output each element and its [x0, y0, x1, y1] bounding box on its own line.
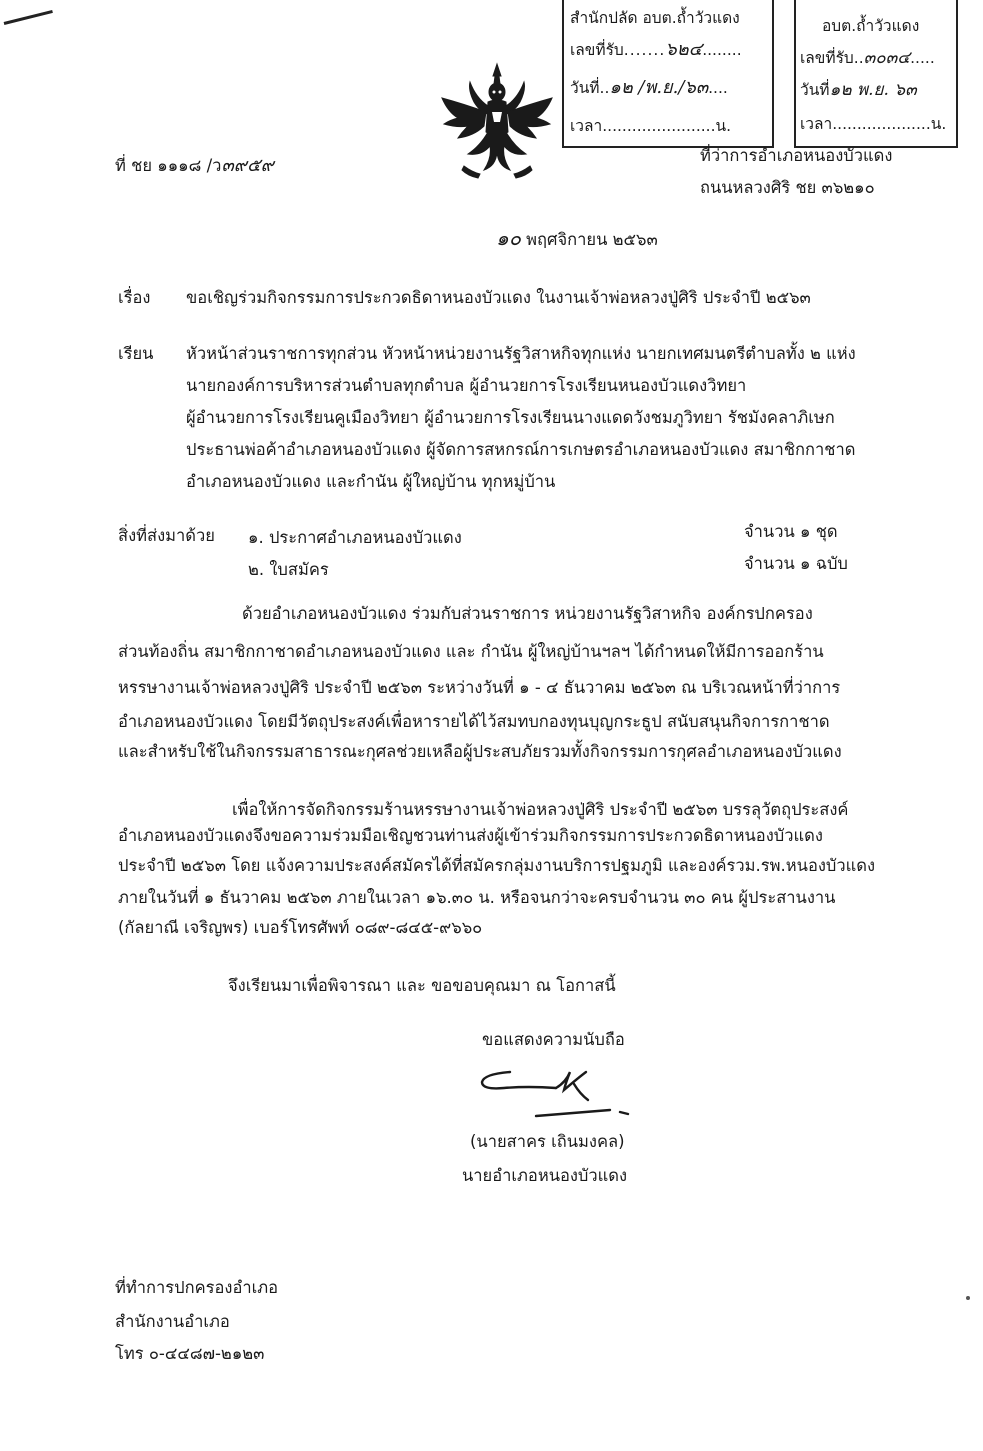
- enclosure-item: ๑. ประกาศอำเภอหนองบัวแดง: [248, 528, 462, 547]
- date-month-year: พฤศจิกายน ๒๕๖๓: [526, 230, 658, 249]
- document-number: [115, 156, 274, 176]
- date-day-handwritten: ๑๐: [496, 226, 521, 250]
- recipient-line: หัวหน้าส่วนราชการทุกส่วน หัวหน้าหน่วยงานรัฐวิสาหกิจทุกแห่ง นายกเทศมนตรีตำบลทั้ง ๒ แห่ง: [186, 344, 856, 363]
- enclosure-quantity: จำนวน ๑ ฉบับ: [744, 554, 848, 573]
- stamp-received-label: เลขที่รับ: [570, 41, 624, 59]
- receiving-stamp-left: สำนักปลัด อบต.ถ้ำวัวแดง เลขที่รับ.......๖๒๔........ วันที่..๑๒ /พ.ย./๖๓.... เวลา.......................น.: [562, 0, 774, 148]
- stamp-date-value: ๑๒ /พ.ย./๖๓: [609, 77, 709, 98]
- stamp-office: อบต.ถ้ำวัวแดง: [822, 17, 920, 35]
- stamp-office: สำนักปลัด อบต.ถ้ำวัวแดง: [570, 9, 740, 27]
- issuer-office: ที่ว่าการอำเภอหนองบัวแดง: [700, 146, 893, 165]
- paragraph1-line: และสำหรับใช้ในกิจกรรมสาธารณะกุศลช่วยเหลือผู้ประสบภัยรวมทั้งกิจกรรมการกุศลอำเภอหนองบัวแดง: [118, 742, 842, 761]
- handwritten-signature-icon: [470, 1060, 640, 1120]
- stamp-received-number: ๖๒๔: [665, 39, 703, 60]
- paragraph2-line: ภายในวันที่ ๑ ธันวาคม ๒๕๖๓ ภายในเวลา ๑๖.๓๐ น. หรือจนกว่าจะครบจำนวน ๓๐ คน ผู้ประสานงาน: [118, 888, 836, 907]
- footer-department: ที่ทำการปกครองอำเภอ: [115, 1278, 279, 1297]
- stamp-date-label: วันที่: [800, 81, 830, 99]
- document-number-handwritten: ๓๙๕๙: [221, 155, 274, 176]
- recipient-line: ผู้อำนวยการโรงเรียนคูเมืองวิทยา ผู้อำนวยการโรงเรียนนางแดดวังชมภูวิทยา รัชมังคลาภิเษก: [186, 408, 835, 427]
- subject-label: เรื่อง: [118, 288, 151, 307]
- footer-phone: โทร ๐-๔๔๘๗-๒๑๒๓: [115, 1344, 265, 1363]
- recipient-line: นายกองค์การบริหารส่วนตำบลทุกตำบล ผู้อำนวยการโรงเรียนหนองบัวแดงวิทยา: [186, 376, 747, 395]
- paragraph2-line: อำเภอหนองบัวแดงจึงขอความร่วมมือเชิญชวนท่านส่งผู้เข้าร่วมกิจกรรมการประกวดธิดาหนองบัวแดง: [118, 826, 823, 845]
- stamp-received-number: ๓๐๓๔: [863, 48, 911, 68]
- paper-speck: [966, 1296, 970, 1300]
- closing-sentence: จึงเรียนมาเพื่อพิจารณา และ ขอขอบคุณมา ณ โอกาสนี้: [228, 976, 616, 995]
- signer-position: นายอำเภอหนองบัวแดง: [462, 1166, 628, 1185]
- stamp-time-label: เวลา: [570, 117, 603, 135]
- stamp-date-label: วันที่: [570, 79, 600, 97]
- footer-office: สำนักงานอำเภอ: [115, 1312, 230, 1331]
- document-date: [496, 228, 658, 250]
- paragraph1-line: อำเภอหนองบัวแดง โดยมีวัตถุประสงค์เพื่อหารายได้ไว้สมทบกองทุนบุญกระธูป สนับสนุนกิจการกาชาด: [118, 712, 830, 731]
- garuda-emblem-icon: [438, 62, 556, 182]
- stamp-date-value: ๑๒ พ.ย. ๖๓: [829, 80, 917, 100]
- enclosures-label: สิ่งที่ส่งมาด้วย: [118, 526, 215, 545]
- paragraph1-line: หรรษางานเจ้าพ่อหลวงปู่ศิริ ประจำปี ๒๕๖๓ ระหว่างวันที่ ๑ - ๔ ธันวาคม ๒๕๖๓ ณ บริเวณหน้าที่ว่าการ: [118, 678, 841, 697]
- receiving-stamp-right: อบต.ถ้ำวัวแดง เลขที่รับ..๓๐๓๔..... วันที่๑๒ พ.ย. ๖๓ เวลา....................น.: [794, 0, 958, 148]
- paragraph2-line: (กัลยาณี เจริญพร) เบอร์โทรศัพท์ ๐๘๙-๘๔๕-๙๖๖๐: [118, 918, 483, 937]
- enclosure-item: ๒. ใบสมัคร: [248, 560, 329, 579]
- stamp-time-suffix: น.: [930, 115, 947, 133]
- recipient-label: เรียน: [118, 344, 154, 363]
- paragraph1-line: ด้วยอำเภอหนองบัวแดง ร่วมกับส่วนราชการ หน่วยงานรัฐวิสาหกิจ องค์กรปกครอง: [242, 604, 813, 623]
- subject-text: ขอเชิญร่วมกิจกรรมการประกวดธิดาหนองบัวแดง ในงานเจ้าพ่อหลวงปู่ศิริ ประจำปี ๒๕๖๓: [186, 288, 811, 307]
- issuer-address: ถนนหลวงศิริ ชย ๓๖๒๑๐: [700, 178, 875, 197]
- paragraph2-line: เพื่อให้การจัดกิจกรรมร้านหรรษางานเจ้าพ่อหลวงปู่ศิริ ประจำปี ๒๕๖๓ บรรลุวัตถุประสงค์: [232, 800, 849, 819]
- stamp-time-suffix: น.: [715, 117, 732, 135]
- stamp-received-label: เลขที่รับ: [800, 49, 854, 67]
- recipient-line: อำเภอหนองบัวแดง และกำนัน ผู้ใหญ่บ้าน ทุกหมู่บ้าน: [186, 472, 556, 491]
- recipient-line: ประธานพ่อค้าอำเภอหนองบัวแดง ผู้จัดการสหกรณ์การเกษตรอำเภอหนองบัวแดง สมาชิกกาชาด: [186, 440, 856, 459]
- pen-stroke-mark: [4, 10, 53, 25]
- signature-salutation: ขอแสดงความนับถือ: [482, 1030, 625, 1049]
- paragraph2-line: ประจำปี ๒๕๖๓ โดย แจ้งความประสงค์สมัครได้ที่สมัครกลุ่มงานบริการปฐมภูมิ และองค์รวม.รพ.หนองบัวแดง: [118, 856, 876, 875]
- stamp-time-label: เวลา: [800, 115, 833, 133]
- document-number-prefix: ที่ ชย ๑๑๑๘ /ว: [115, 156, 222, 175]
- enclosure-quantity: จำนวน ๑ ชุด: [744, 522, 838, 541]
- paragraph1-line: ส่วนท้องถิ่น สมาชิกกาชาดอำเภอหนองบัวแดง และ กำนัน ผู้ใหญ่บ้านฯลฯ ได้กำหนดให้มีการออกร้าน: [118, 642, 824, 661]
- signer-name: (นายสาคร เถินมงคล): [470, 1132, 625, 1151]
